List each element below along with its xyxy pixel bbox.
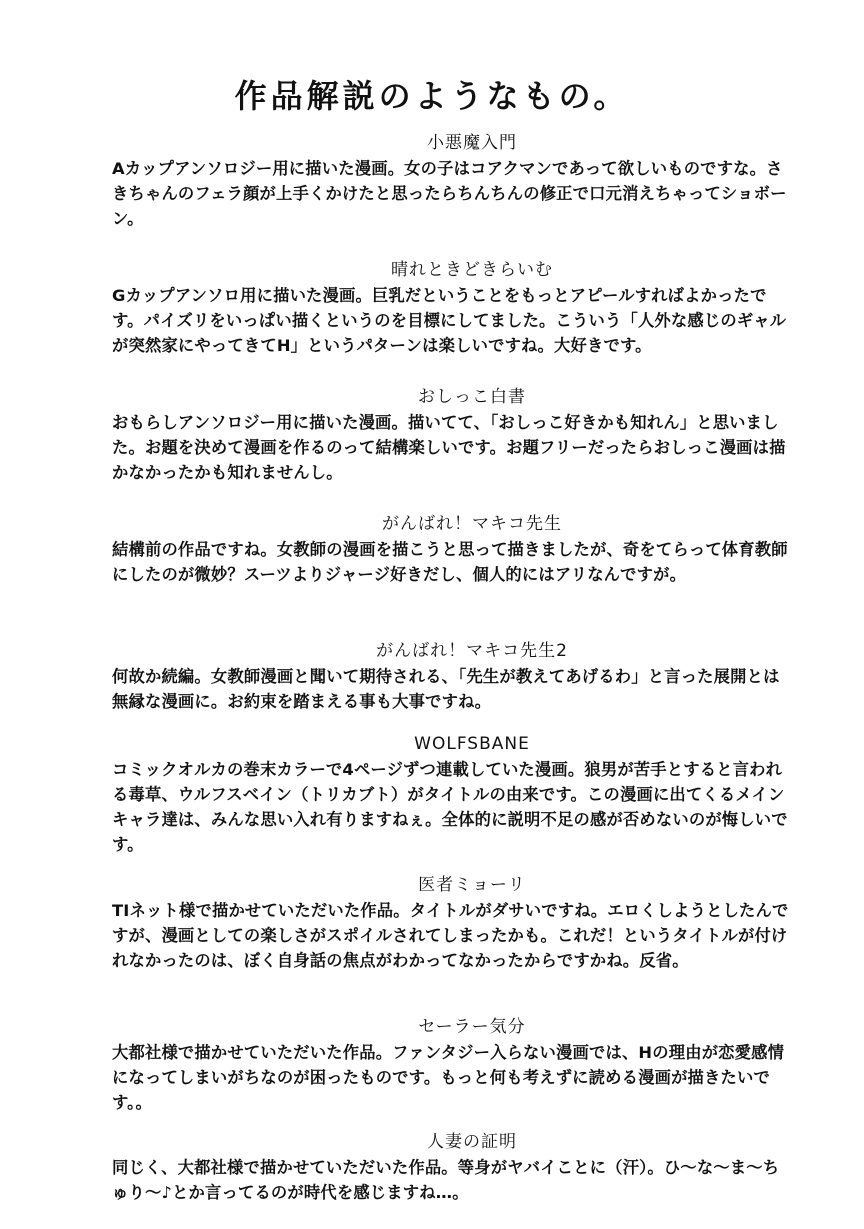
entry-title: 医者ミョーリ [418,875,526,895]
entry-isha-myori [112,874,792,973]
entry-title: がんばれ！マキコ先生 [382,514,562,534]
entry-title: おしっこ白書 [418,387,526,407]
entry-body: 何故か続編。女教師漫画と聞いて期待される、「先生が教えてあげるわ」と言った展開とは無縁な漫画に。お約束を踏まえる事も大事ですね。 [112,667,780,711]
entry-koakuma-nyumon [112,132,792,231]
entry-body: Gカップアンソロ用に描いた漫画。巨乳だということをもっとアピールすればよかったです。パイズリをいっぱい描くというのを目標にしてました。こういう「人外な感じのギャルが突然家にやってきてH」というパターンは楽しいですね。大好きです。 [112,286,787,355]
entry-ganbare-makiko-sensei [112,513,792,587]
entry-body: 結構前の作品ですね。女教師の漫画を描こうと思って描きましたが、奇をてらって体育教師にしたのが微妙？スーツよりジャージ好きだし、個人的にはアリなんですが。 [112,540,788,584]
entry-title: 人妻の証明 [427,1132,517,1152]
entry-body: コミックオルカの巻末カラーで4ページずつ連載していた漫画。狼男が苦手とすると言われる毒草、ウルフスベイン（トリカブト）がタイトルの由来です。この漫画に出てくるメインキャラ達は、みんな思い入れ有りますねぇ。全体的に説明不足の感が否めないのが悔しいです。 [112,760,788,854]
entry-body: 大都社様で描かせていただいた作品。ファンタジー入らない漫画では、Hの理由が恋愛感情になってしまいがちなのが困ったものです。もっと何も考えずに読める漫画が描きたいです。。 [112,1043,785,1112]
entry-body: おもらしアンソロジー用に描いた漫画。描いてて、「おしっこ好きかも知れん」と思いました。お題を決めて漫画を作るのって結構楽しいです。お題フリーだったらおしっこ漫画は描かなかったかも知れませんし。 [112,413,786,482]
entry-title: セーラー気分 [418,1017,526,1037]
entry-title: WOLFSBANE [414,734,530,754]
entry-title: がんばれ！マキコ先生2 [376,641,568,661]
entry-sailor-kibun [112,1016,792,1115]
entry-body: 同じく、大都社様で描かせていただいた作品。等身がヤバイことに（汗）。ひ～な～ま～ちゅり～♪とか言ってるのが時代を感じますね…。 [112,1158,780,1202]
entry-oshikko-hakusho [112,386,792,485]
entry-body: TIネット様で描かせていただいた作品。タイトルがダサいですね。エロくしようとしたんですが、漫画としての楽しさがスポイルされてしまったかも。これだ！というタイトルが付けれなかったのは、ぼく自身話の焦点がわかってなかったからですかね。反省。 [112,901,789,970]
entry-wolfsbane [112,733,792,857]
entry-title: 小悪魔入門 [427,133,517,153]
entry-hitozuma-no-shomei [112,1131,792,1205]
entry-hare-tokidoki-raimu [112,259,792,358]
page-title: 作品解説のようなもの。 [234,77,630,115]
entry-body: Aカップアンソロジー用に描いた漫画。女の子はコアクマンであって欲しいものですな。さきちゃんのフェラ顔が上手くかけたと思ったらちんちんの修正で口元消えちゃってショボーン。 [112,159,787,228]
entry-title: 晴れときどきらいむ [391,260,553,280]
entry-ganbare-makiko-sensei-2 [112,640,792,714]
